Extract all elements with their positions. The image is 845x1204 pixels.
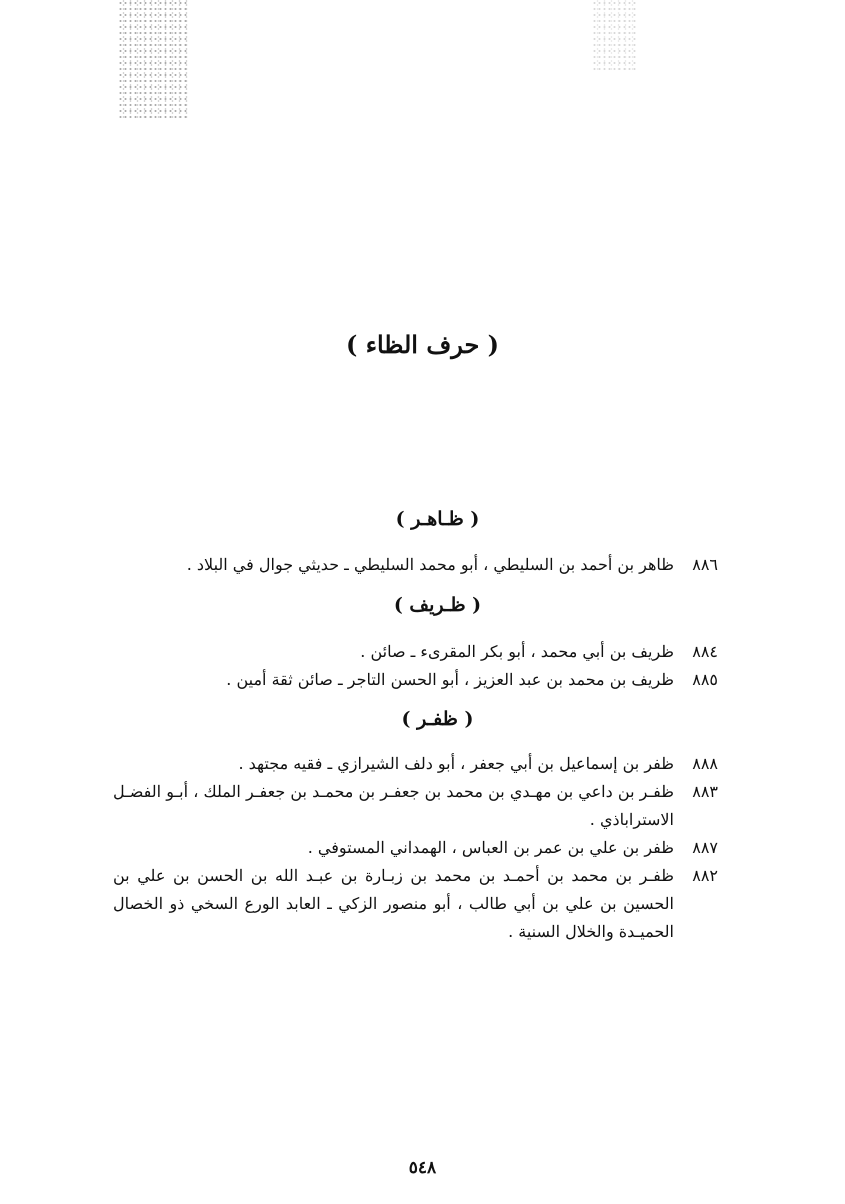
entry-text: ظفـر بن داعي بن مهـدي بن محمد بن جعفـر بن محمـد بن جعفـر الملك ، أبـو الفضـل الاستراباذي . [113, 782, 674, 829]
entry-number: ٨٨٤ [692, 642, 718, 661]
entry-888 [113, 750, 718, 778]
entry-text: ظريف بن محمد بن عبد العزيز ، أبو الحسن التاجر ـ صائن ثقة أمين . [226, 670, 674, 689]
section-heading-zahir: ( ظـاهـر ) [395, 508, 480, 530]
entry-882 [113, 862, 718, 946]
entry-list-zarif [113, 638, 718, 694]
entry-number: ٨٨٦ [692, 555, 718, 574]
entry-number: ٨٨٧ [692, 838, 718, 857]
entry-list-zafar [113, 750, 718, 946]
chapter-title: ( حرف الظاء ) [346, 330, 499, 359]
page-number: ٥٤٨ [408, 1158, 437, 1178]
scan-noise-right [592, 0, 636, 70]
entry-number: ٨٨٥ [692, 670, 718, 689]
entry-885 [113, 666, 718, 694]
entry-887 [113, 834, 718, 862]
entry-list-zahir [113, 551, 718, 579]
entry-number: ٨٨٨ [692, 754, 718, 773]
entry-883 [113, 778, 718, 834]
entry-number: ٨٨٢ [692, 866, 718, 885]
entry-text: ظفر بن إسماعيل بن أبي جعفر ، أبو دلف الشيرازي ـ فقيه مجتهد . [238, 754, 674, 773]
section-heading-zafar: ( ظفـر ) [401, 708, 474, 730]
entry-886 [113, 551, 718, 579]
scan-noise-left [118, 0, 188, 118]
section-heading-zarif: ( ظـريف ) [393, 594, 482, 616]
entry-884 [113, 638, 718, 666]
entry-text: ظفر بن علي بن عمر بن العباس ، الهمداني المستوفي . [307, 838, 674, 857]
entry-text: ظاهر بن أحمد بن السليطي ، أبو محمد السليطي ـ حديثي جوال في البلاد . [186, 555, 674, 574]
entry-number: ٨٨٣ [692, 782, 718, 801]
entry-text: ظريف بن أبي محمد ، أبو بكر المقرىء ـ صائن . [360, 642, 674, 661]
entry-text: ظفـر بن محمد بن أحمـد بن محمد بن زبـارة بن عبـد الله بن الحسن بن علي بن الحسين بن علي بن أبي طالب ، أبو منصور الزكي ـ العابد الورع السخي ذو الخصال الحميـدة والخلال السنية . [113, 866, 674, 941]
